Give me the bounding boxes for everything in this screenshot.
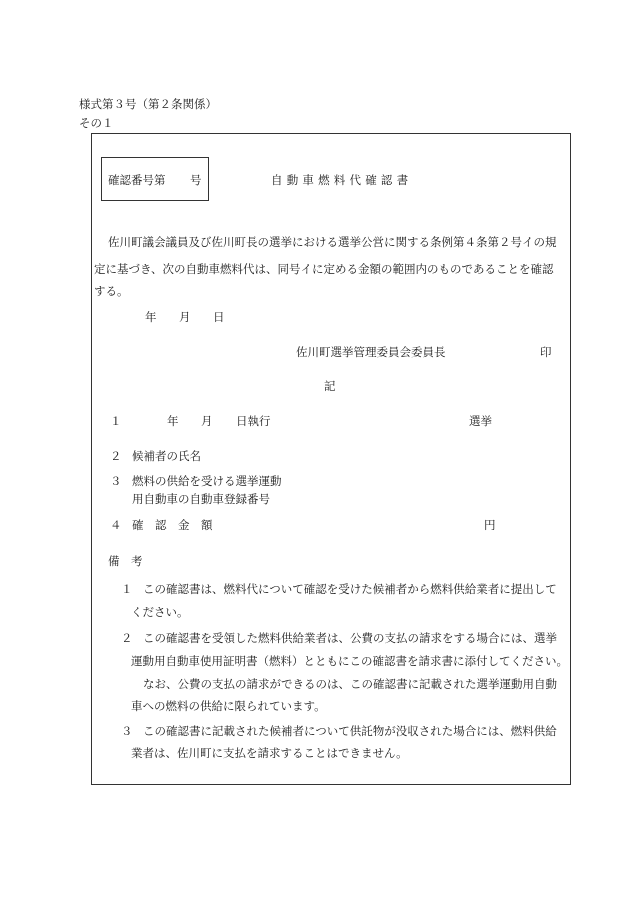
note-2-line4: 車への燃料の供給に限られています。	[131, 699, 326, 713]
item-1-number: １	[110, 414, 122, 428]
confirmation-number-label: 確認番号第	[108, 173, 166, 187]
item-1-election: 選挙	[469, 414, 492, 428]
body-line-3: する。	[94, 284, 129, 298]
confirmation-number-suffix: 号	[190, 173, 202, 187]
note-2-line1: この確認書を受領した燃料供給業者は、公費の支払の請求をする場合には、選挙	[143, 631, 557, 645]
item-3-label-line2: 用自動車の自動車登録番号	[132, 492, 270, 506]
note-1-line2: ください。	[131, 605, 189, 619]
item-3-number: ３	[110, 474, 122, 488]
note-3-line2: 業者は、佐川町に支払を請求することはできません。	[131, 746, 408, 760]
item-2-number: ２	[110, 449, 122, 463]
date-month: 月	[179, 310, 191, 324]
date-day: 日	[213, 310, 225, 324]
ki-heading: 記	[324, 379, 336, 393]
note-3-line1: この確認書に記載された候補者について供託物が没収された場合には、燃料供給	[143, 724, 557, 738]
item-1-month: 月	[201, 414, 213, 428]
document-title: 自動車燃料代確認書	[271, 173, 413, 187]
note-3-number: ３	[121, 724, 133, 738]
body-line-2: 定に基づき、次の自動車燃料代は、同号イに定める金額の範囲内のものであることを確認	[94, 262, 554, 276]
note-1-number: １	[121, 582, 133, 596]
item-4-label: 確 認 金 額	[132, 518, 213, 532]
form-number: 様式第３号（第２条関係）	[79, 97, 217, 111]
note-2-number: ２	[121, 631, 133, 645]
remarks-heading: 備 考	[108, 554, 143, 568]
item-4-number: ４	[110, 518, 122, 532]
item-4-unit: 円	[484, 518, 496, 532]
item-1-year: 年	[167, 414, 179, 428]
note-1-line1: この確認書は、燃料代について確認を受けた候補者から燃料供給業者に提出して	[143, 582, 557, 596]
seal-mark: 印	[540, 345, 552, 359]
item-3-label-line1: 燃料の供給を受ける選挙運動	[132, 474, 282, 488]
note-2-line2: 運動用自動車使用証明書（燃料）とともにこの確認書を請求書に添付してください。	[131, 654, 568, 668]
item-1-day-text: 日執行	[236, 414, 271, 428]
body-line-1: 佐川町議会議員及び佐川町長の選挙における選挙公営に関する条例第４条第２号イの規	[108, 235, 557, 249]
item-2-label: 候補者の氏名	[132, 449, 201, 463]
date-year: 年	[145, 310, 157, 324]
note-2-line3: なお、公費の支払の請求ができるのは、この確認書に記載された選挙運動用自動	[143, 677, 557, 691]
signatory: 佐川町選挙管理委員会委員長	[296, 345, 446, 359]
form-sub-number: その１	[79, 116, 114, 130]
